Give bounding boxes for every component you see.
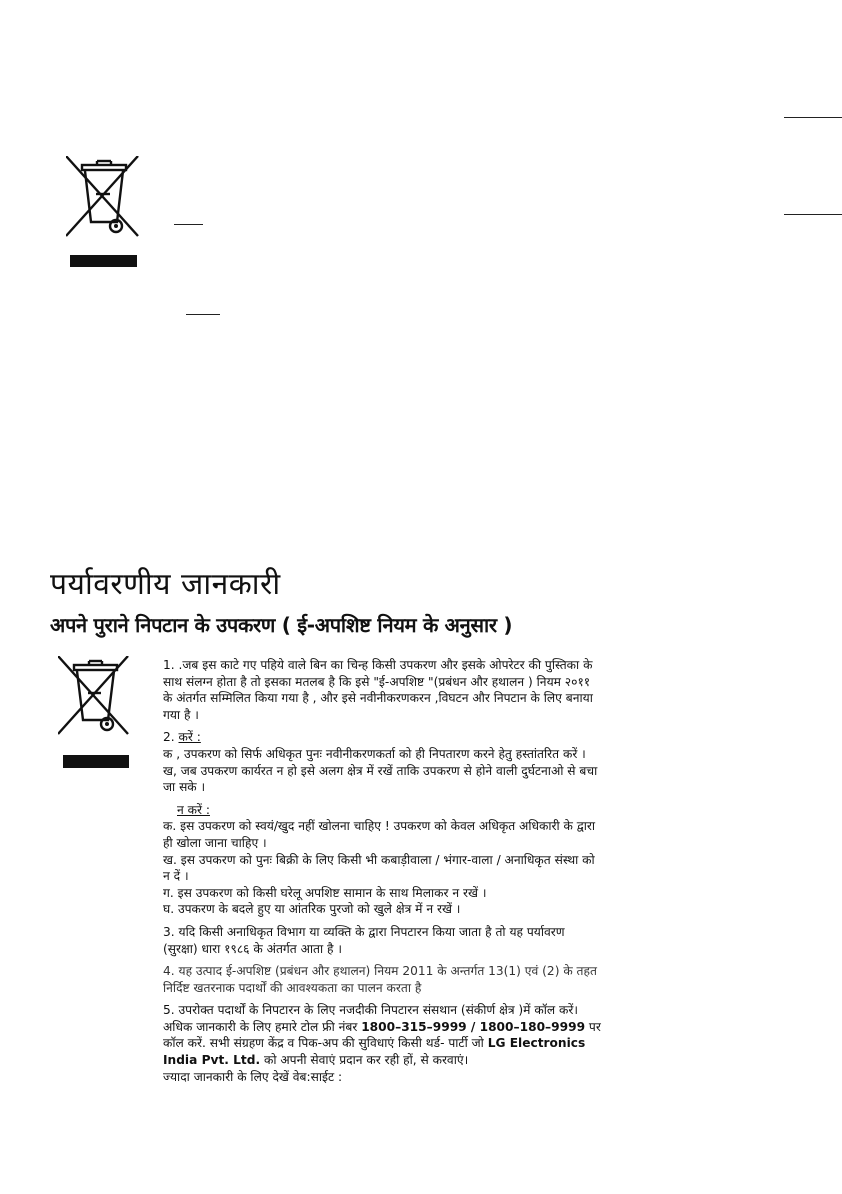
top-short-rule-1 <box>174 224 203 225</box>
point-4: 4. यह उत्पाद ई-अपशिष्ट (प्रबंधन और हथालन) नियम 2011 के अन्तर्गत 13(1) एवं (2) के तहत निर्दिष्ट खतरनाक पदार्थों की आवश्यकता का पालन करता है <box>163 964 597 995</box>
bottom-bin-bar <box>63 755 129 768</box>
company-name: LG Electronics India Pvt. Ltd. <box>163 1036 586 1068</box>
page-title: पर्यावरणीय जानकारी <box>50 567 281 602</box>
bottom-bin-symbol <box>58 656 134 738</box>
top-short-rule-2 <box>186 314 220 315</box>
dont-label: न करें : <box>177 802 210 817</box>
dont-item-b: ख. इस उपकरण को पुनः बिक्री के लिए किसी भी कबाड़ीवाला / भंगार-वाला / अनाधिकृत संस्था को न दें । <box>163 852 595 884</box>
dont-item-a: क. इस उपकरण को स्वयं/खुद नहीं खोलना चाहिए ! उपकरण को केवल अधिकृत अधिकारी के द्वारा ही खोला जाना चाहिए । <box>163 819 596 850</box>
body-text <box>163 657 603 1085</box>
dont-item-d: घ. उपकरण के बदले हुए या आंतरिक पुरजो को खुले क्षेत्र में न रखें । <box>163 902 461 917</box>
website-line: ज्यादा जानकारी के लिए देखें वेब:साईट : <box>163 1069 343 1084</box>
point-5 <box>163 1002 603 1068</box>
dont-heading <box>163 802 603 819</box>
page-subtitle: अपने पुराने निपटान के उपकरण ( ई-अपशिष्ट नियम के अनुसार ) <box>50 613 513 637</box>
point-5-text-a: 5. उपरोक्त पदार्थों के निपटारन के लिए नजदीकी निपटारन संसथान (संकीर्ण क्षेत्र )में कॉल करें। अधिक जानकारी के लिए हमारे टोल फ्री नंबर <box>163 1003 578 1034</box>
right-margin-rule-2 <box>784 214 842 215</box>
do-number: 2. <box>163 730 175 745</box>
do-label: करें : <box>178 730 201 745</box>
point-3: 3. यदि किसी अनाधिकृत विभाग या व्यक्ति के द्वारा निपटारन किया जाता है तो यह पर्यावरण (सुरक्षा) धारा १९८६ के अंतर्गत आता है । <box>163 924 565 956</box>
point-1: 1. .जब इस काटे गए पहिये वाले बिन का चिन्ह किसी उपकरण और इसके ओपरेटर की पुस्तिका के साथ संलग्न होता है तो इसका मतलब है कि इसे "ई-अपशिष्ट "(प्रबंधन और हथालन ) नियम २०११ के अंतर्गत सम्मिलित किया गया है , और इसे नवीनीकरणकरन ,विघटन और निपटान के लिए बनाया गया है । <box>163 658 593 722</box>
toll-free-numbers: 1800–315–9999 / 1800–180–9999 <box>361 1019 586 1034</box>
dont-item-c: ग. इस उपकरण को किसी घरेलू अपशिष्ट सामान के साथ मिलाकर न रखें । <box>163 885 487 900</box>
do-heading <box>163 729 603 746</box>
crossed-out-wheelie-bin-icon <box>66 156 144 240</box>
point-5-text-b: पर कॉल करें. सभी संग्रहण केंद्र व पिक-अप की सुविधाएं किसी थर्ड- पार्टी जो <box>163 1019 601 1051</box>
top-bin-bar <box>70 255 137 267</box>
do-item-b: ख, जब उपकरण कार्यरत न हो इसे अलग क्षेत्र में रखें ताकि उपकरण से होने वाली दुर्घटनाओ से बचा जा सके । <box>163 763 598 795</box>
point-5-text-c: को अपनी सेवाएं प्रदान कर रही हों, से करवाएं। <box>260 1053 469 1068</box>
top-bin-symbol <box>66 156 144 240</box>
right-margin-rule-1 <box>784 117 842 118</box>
crossed-out-wheelie-bin-icon <box>58 656 134 738</box>
do-item-a: क , उपकरण को सिर्फ अधिकृत पुनः नवीनीकरणकर्ता को ही निपतारण करने हेतु हस्तांतरित करें । <box>163 746 586 761</box>
